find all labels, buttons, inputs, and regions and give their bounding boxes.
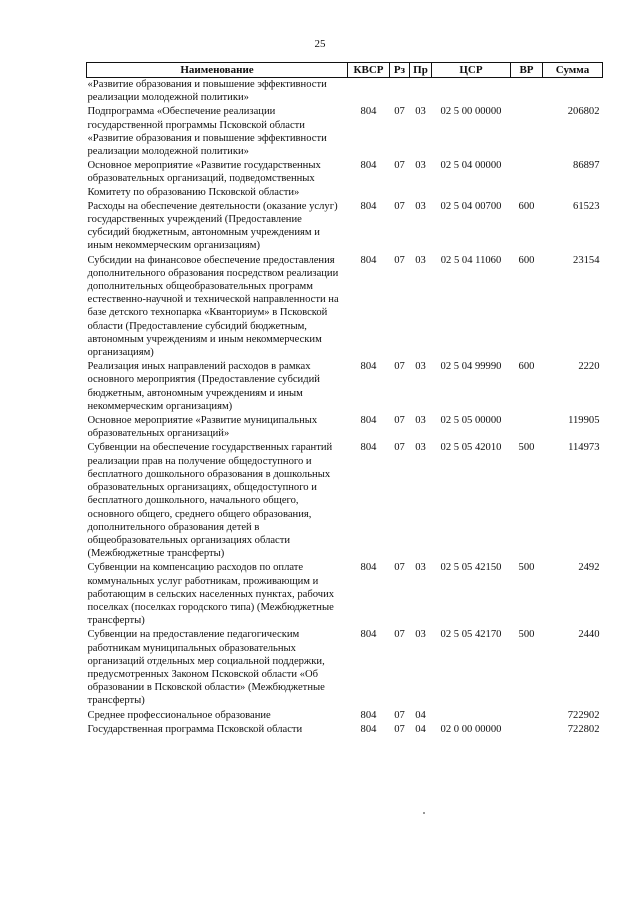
header-rz: Рз <box>390 63 410 78</box>
cell-rz: 07 <box>394 200 405 212</box>
table-row <box>87 105 603 159</box>
header-vr: ВР <box>511 63 543 78</box>
header-pr: Пр <box>410 63 432 78</box>
cell-name: Среднее профессиональное образование <box>87 709 271 721</box>
cell-vr: 500 <box>518 442 535 454</box>
cell-pr: 03 <box>415 562 426 574</box>
table-row <box>87 709 603 723</box>
cell-kvsr: 804 <box>360 562 377 574</box>
cell-sum: 2492 <box>578 562 600 574</box>
cell-sum: 119905 <box>568 415 600 427</box>
cell-csr: 02 5 05 42170 <box>440 629 502 641</box>
cell-kvsr: 804 <box>360 106 377 118</box>
cell-vr: 600 <box>518 361 535 373</box>
cell-pr <box>410 78 432 106</box>
header-name: Наименование <box>87 63 348 78</box>
cell-sum: 206802 <box>567 106 600 118</box>
cell-rz: 07 <box>394 629 405 641</box>
table-row <box>87 78 603 106</box>
cell-vr <box>511 709 543 723</box>
table-body <box>87 78 603 737</box>
cell-pr: 03 <box>415 106 426 118</box>
cell-sum: 2220 <box>578 361 600 373</box>
cell-name: Государственная программа Псковской области <box>87 723 303 735</box>
cell-csr: 02 5 04 99990 <box>440 361 502 373</box>
cell-sum: 722902 <box>567 709 600 721</box>
cell-csr: 02 5 04 00700 <box>440 200 502 212</box>
cell-kvsr: 804 <box>360 442 377 454</box>
table-header-row <box>87 63 603 78</box>
page-number: 25 <box>314 38 326 50</box>
cell-sum: 23154 <box>573 254 600 266</box>
cell-rz: 07 <box>394 415 405 427</box>
table-row <box>87 441 603 561</box>
cell-pr: 03 <box>415 442 426 454</box>
cell-vr <box>511 78 543 106</box>
cell-vr <box>511 723 543 737</box>
cell-kvsr: 804 <box>360 709 377 721</box>
cell-sum: 86897 <box>573 160 600 172</box>
cell-vr: 500 <box>518 629 535 641</box>
cell-vr: 500 <box>518 562 535 574</box>
table-row <box>87 159 603 200</box>
cell-pr: 03 <box>415 361 426 373</box>
cell-vr <box>511 414 543 441</box>
cell-csr: 02 5 05 00000 <box>440 415 502 427</box>
cell-csr: 02 5 04 00000 <box>440 160 502 172</box>
table-row <box>87 561 603 628</box>
table-row <box>87 254 603 361</box>
cell-sum: 2440 <box>578 629 600 641</box>
cell-rz <box>390 78 410 106</box>
cell-csr <box>432 78 511 106</box>
header-kvsr: КВСР <box>348 63 390 78</box>
cell-pr: 03 <box>415 415 426 427</box>
cell-csr: 02 0 00 00000 <box>440 723 502 735</box>
cell-name: Субвенции на предоставление педагогическим работникам муниципальных образовательных организаций отдельных мер социальной поддержки, предусмотренных Законом Псковской области «Об образовании в Псковской области» (Межбюджетные трансферты) <box>87 629 325 707</box>
cell-rz: 07 <box>394 160 405 172</box>
cell-csr: 02 5 05 42010 <box>440 442 502 454</box>
cell-rz: 07 <box>394 442 405 454</box>
cell-kvsr: 804 <box>360 415 377 427</box>
cell-rz: 07 <box>394 254 405 266</box>
cell-kvsr: 804 <box>360 361 377 373</box>
cell-name: Субсидии на финансовое обеспечение предоставления дополнительного образования посредством реализации дополнительных общеобразовательных программ естественно-научной и технической направленности на базе детского технопарка «Кванториум» в Псковской области (Предоставление субсидий бюджетным, автономным учреждениям и иным некоммерческим организациям) <box>87 254 339 359</box>
cell-name: Подпрограмма «Обеспечение реализации государственной программы Псковской области «Развитие образования и повышение эффективности реализации молодежной политики» <box>87 106 327 158</box>
cell-kvsr: 804 <box>360 160 377 172</box>
cell-pr: 04 <box>415 723 426 735</box>
table-row <box>87 360 603 414</box>
table-row <box>87 723 603 737</box>
table-row <box>87 628 603 708</box>
cell-kvsr <box>348 78 390 106</box>
cell-rz: 07 <box>394 723 405 735</box>
cell-csr: 02 5 00 00000 <box>440 106 502 118</box>
cell-rz: 07 <box>394 709 405 721</box>
cell-sum: 61523 <box>573 200 600 212</box>
cell-pr: 03 <box>415 160 426 172</box>
cell-rz: 07 <box>394 562 405 574</box>
cell-name: Субвенции на компенсацию расходов по оплате коммунальных услуг работникам, проживающим и работающим в сельских населенных пунктах, рабочих поселках (поселках городского типа) (Межбюджетные трансферты) <box>87 562 335 627</box>
table-row <box>87 414 603 441</box>
scan-speck <box>423 812 425 814</box>
budget-table <box>86 62 603 737</box>
cell-sum <box>543 78 603 106</box>
cell-name: Основное мероприятие «Развитие муниципальных образовательных организаций» <box>87 415 318 440</box>
cell-vr <box>511 105 543 159</box>
cell-csr: 02 5 05 42150 <box>440 562 502 574</box>
cell-csr <box>432 709 511 723</box>
header-csr: ЦСР <box>432 63 511 78</box>
cell-pr: 03 <box>415 200 426 212</box>
cell-rz: 07 <box>394 361 405 373</box>
cell-kvsr: 804 <box>360 254 377 266</box>
cell-vr: 600 <box>518 200 535 212</box>
cell-name: Основное мероприятие «Развитие государственных образовательных организаций, подведомственных Комитету по образованию Псковской области» <box>87 160 321 198</box>
cell-kvsr: 804 <box>360 200 377 212</box>
cell-sum: 722802 <box>567 723 600 735</box>
cell-name: Расходы на обеспечение деятельности (оказание услуг) государственных учреждений (Предоставление субсидий бюджетным, автономным учреждениям и иным некоммерческим организациям) <box>87 200 338 252</box>
cell-rz: 07 <box>394 106 405 118</box>
header-sum: Сумма <box>543 63 603 78</box>
cell-csr: 02 5 04 11060 <box>440 254 502 266</box>
cell-kvsr: 804 <box>360 723 377 735</box>
cell-kvsr: 804 <box>360 629 377 641</box>
cell-sum: 114973 <box>568 442 600 454</box>
table-row <box>87 200 603 254</box>
cell-pr: 03 <box>415 254 426 266</box>
cell-pr: 04 <box>415 709 426 721</box>
cell-pr: 03 <box>415 629 426 641</box>
cell-vr: 600 <box>518 254 535 266</box>
cell-name: Реализация иных направлений расходов в рамках основного мероприятия (Предоставление субсидий бюджетным, автономным учреждениям и иным некоммерческим организациям) <box>87 361 320 412</box>
cell-vr <box>511 159 543 200</box>
cell-name: Субвенции на обеспечение государственных гарантий реализации прав на получение общедоступного и бесплатного дошкольного образования в дошкольных образовательных организациях, общедоступного и бесплатного дошкольного, начального общего, основного общего, среднего общего образования, дополнительного образования детей в общеобразовательных организациях области (Межбюджетные трансферты) <box>87 442 333 560</box>
cell-name: «Развитие образования и повышение эффективности реализации молодежной политики» <box>87 79 327 104</box>
